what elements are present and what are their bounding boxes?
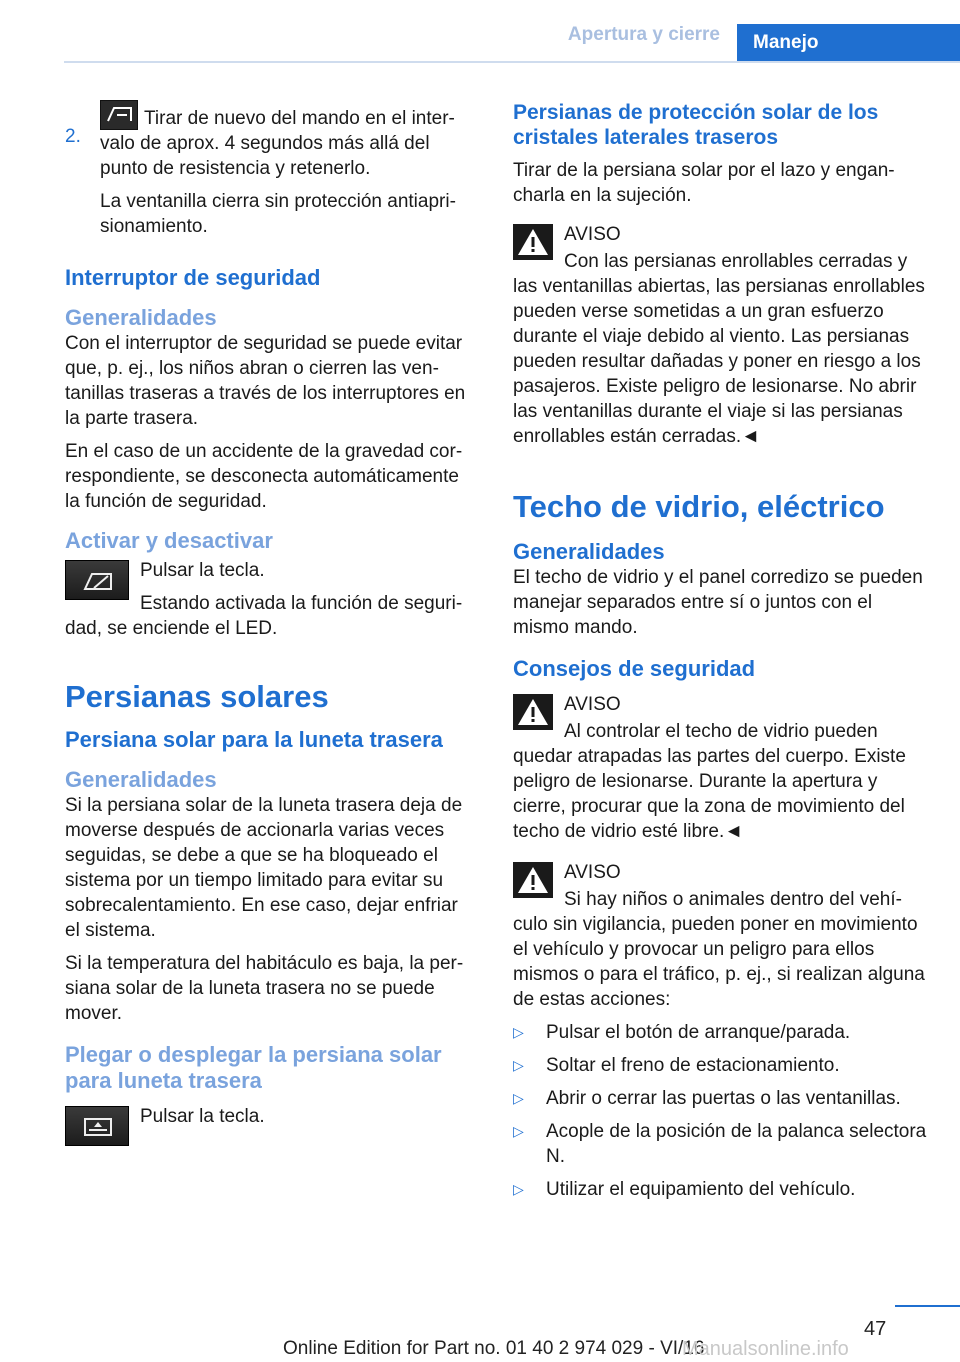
warning-label: AVISO xyxy=(564,224,621,245)
paragraph: En el caso de un accidente de la gravedad correspondiente, se desconecta automáticamente la función de seguridad. xyxy=(65,441,463,512)
step-text: Tirar de nuevo del mando en el intervalo de aprox. 4 segundos más allá del punto de resistencia y retenerlo. xyxy=(100,108,455,179)
heading-activar: Activar y desactivar xyxy=(65,528,273,553)
list-item: ▷ Acople de la posición de la palanca selectora N. xyxy=(513,1119,928,1169)
edition-footer: Online Edition for Part no. 01 40 2 974 029 - VI/16 xyxy=(283,1338,705,1359)
list-item: ▷ Utilizar el equipamiento del vehículo. xyxy=(513,1177,928,1202)
warning-label: AVISO xyxy=(564,694,621,715)
paragraph: Con el interruptor de seguridad se puede evitar que, p. ej., los niños abran o cierren las ventanillas traseras a través de los interruptores en la parte trasera. xyxy=(65,333,466,429)
page-number: 47 xyxy=(864,1318,887,1340)
warning-icon xyxy=(513,224,553,260)
activar-note: Estando activada la función de seguridad, se enciende el LED. xyxy=(65,593,463,639)
list-item: ▷ Pulsar el botón de arranque/parada. xyxy=(513,1020,928,1045)
list-item: ▷ Abrir o cerrar las puertas o las ventanillas. xyxy=(513,1086,928,1111)
plegar-block xyxy=(65,1104,477,1150)
heading-interruptor: Interruptor de seguridad xyxy=(65,265,321,290)
header-section-label: Apertura y cierre xyxy=(567,24,720,45)
paragraph: Si la persiana solar de la luneta trasera deja de moverse después de accionarla varias veces seguidas, se debe a que se ha bloqueado el sistema por un tiempo limitado para evitar su sobrecalentamiento. En ese caso, dejar enfriar el sistema. xyxy=(65,795,463,941)
heading-generalidades: Generalidades xyxy=(513,539,665,564)
heading-generalidades: Generalidades xyxy=(65,305,217,330)
warning-1 xyxy=(513,222,928,449)
header-divider xyxy=(64,61,960,63)
heading-plegar: Plegar o desplegar la persiana solar para luneta trasera xyxy=(65,1042,442,1093)
warning-text: Al controlar el techo de vidrio pueden quedar atrapadas las partes del cuerpo. Existe peligro de lesionarse. Durante la apertura y cierre, procurar que la zona de movimiento del techo de vidrio esté libre.◄ xyxy=(513,721,906,842)
page-header xyxy=(0,0,960,62)
warning-3 xyxy=(513,860,928,1012)
window-close-icon xyxy=(100,100,138,130)
paragraph: El techo de vidrio y el panel corredizo se pueden manejar separados entre sí o juntos con el mismo mando. xyxy=(513,567,923,638)
paragraph: Tirar de la persiana solar por el lazo y engancharla en la sujeción. xyxy=(513,160,895,206)
list-item: ▷ Soltar el freno de estacionamiento. xyxy=(513,1053,928,1078)
heading-techo: Techo de vidrio, eléctrico xyxy=(513,489,885,524)
warning-label: AVISO xyxy=(564,862,621,883)
paragraph: Si la temperatura del habitáculo es baja, la persiana solar de la luneta trasera no se puede mover. xyxy=(65,953,464,1024)
step-number: 2. xyxy=(65,126,81,147)
warning-icon xyxy=(513,694,553,730)
heading-laterales: Persianas de protección solar de los cristales laterales traseros xyxy=(513,101,879,149)
step-note: La ventanilla cierra sin protección antiaprisionamiento. xyxy=(100,191,456,237)
heading-luneta: Persiana solar para la luneta trasera xyxy=(65,727,443,752)
warning-2 xyxy=(513,692,928,844)
safety-switch-button-icon xyxy=(65,560,129,600)
warning-text: Si hay niños o animales dentro del vehículo sin vigilancia, pueden poner en movimiento el vehículo y provocar un peligro para ellos mismos o para el tráfico, p. ej., si realizan alguna de estas acciones: xyxy=(513,889,925,1010)
activar-instruction: Pulsar la tecla. xyxy=(140,560,265,581)
heading-consejos: Consejos de seguridad xyxy=(513,656,756,681)
right-column xyxy=(513,100,928,1210)
left-column xyxy=(65,100,477,1150)
sunblind-button-icon xyxy=(65,1106,129,1146)
step-2 xyxy=(65,100,477,239)
header-tab-manejo[interactable]: Manejo xyxy=(737,24,960,62)
warning-text: Con las persianas enrollables cerradas y las ventanillas abiertas, las persianas enrollables pueden verse sometidas a un gran esfuerzo durante el viaje debido al viento. Las persianas pueden resultar dañadas y poner en riesgo a los pasajeros. Existe peligro de lesionarse. No abrir las ventanillas durante el viaje si las persianas enrollables están cerradas.◄ xyxy=(513,251,925,447)
heading-generalidades: Generalidades xyxy=(65,767,217,792)
watermark: Manualsonline.info xyxy=(682,1338,849,1360)
heading-persianas: Persianas solares xyxy=(65,679,329,714)
footer-divider xyxy=(895,1305,960,1307)
activar-block xyxy=(65,558,477,604)
plegar-instruction: Pulsar la tecla. xyxy=(140,1106,265,1127)
warning-icon xyxy=(513,862,553,898)
